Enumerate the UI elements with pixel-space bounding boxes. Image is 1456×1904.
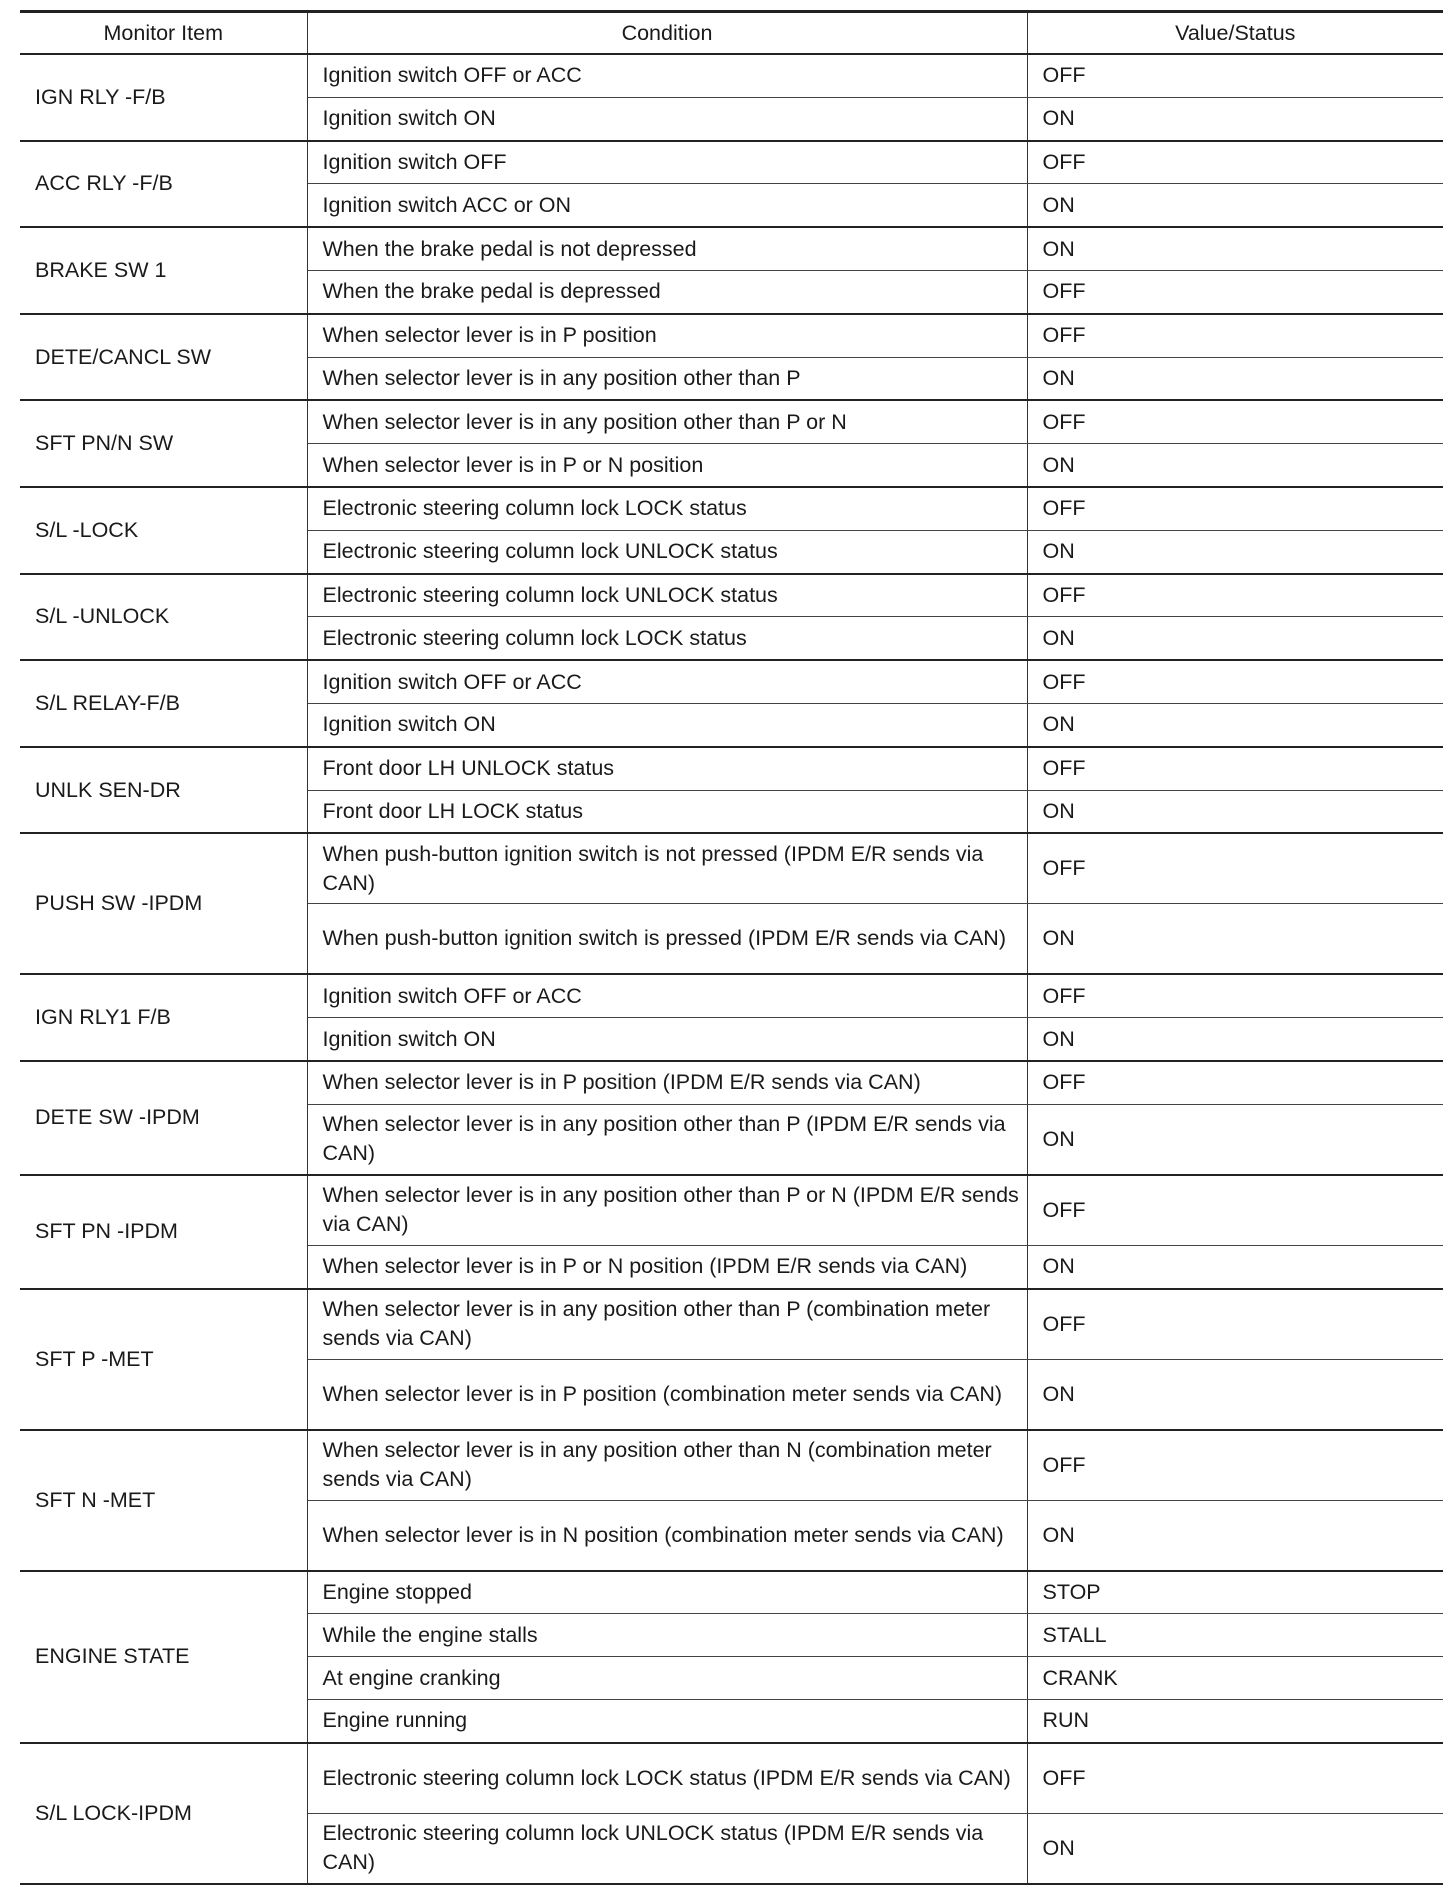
value-status-cell: ON [1027, 357, 1443, 400]
condition-cell: Ignition switch ON [307, 1018, 1027, 1061]
value-status-cell: OFF [1027, 1743, 1443, 1814]
monitor-item-table [20, 10, 1443, 1885]
monitor-item-cell: ACC RLY -F/B [20, 141, 307, 228]
table-row [20, 141, 1443, 184]
condition-cell: When the brake pedal is depressed [307, 270, 1027, 313]
monitor-item-cell: SFT P -MET [20, 1289, 307, 1430]
monitor-item-cell: IGN RLY1 F/B [20, 974, 307, 1061]
table-row [20, 227, 1443, 270]
monitor-item-cell: S/L -LOCK [20, 487, 307, 574]
value-status-cell: ON [1027, 1245, 1443, 1288]
table-body [20, 54, 1443, 1884]
table-row [20, 314, 1443, 357]
value-status-cell: OFF [1027, 1175, 1443, 1246]
header-condition: Condition [307, 12, 1027, 55]
condition-cell: When selector lever is in P or N position [307, 444, 1027, 487]
condition-cell: When the brake pedal is not depressed [307, 227, 1027, 270]
table-row [20, 1289, 1443, 1360]
value-status-cell: ON [1027, 184, 1443, 227]
value-status-cell: ON [1027, 227, 1443, 270]
value-status-cell: OFF [1027, 833, 1443, 904]
value-status-cell: OFF [1027, 574, 1443, 617]
condition-cell: Engine stopped [307, 1571, 1027, 1614]
monitor-item-cell: S/L LOCK-IPDM [20, 1743, 307, 1884]
table-header [20, 12, 1443, 55]
condition-cell: Ignition switch ACC or ON [307, 184, 1027, 227]
value-status-cell: ON [1027, 1813, 1443, 1884]
value-status-cell: ON [1027, 904, 1443, 975]
monitor-item-cell: SFT PN/N SW [20, 400, 307, 487]
value-status-cell: OFF [1027, 141, 1443, 184]
value-status-cell: ON [1027, 1359, 1443, 1430]
value-status-cell: STOP [1027, 1571, 1443, 1614]
condition-cell: Electronic steering column lock LOCK status (IPDM E/R sends via CAN) [307, 1743, 1027, 1814]
monitor-item-cell: PUSH SW -IPDM [20, 833, 307, 974]
condition-cell: When selector lever is in P position [307, 314, 1027, 357]
condition-cell: Ignition switch ON [307, 97, 1027, 140]
value-status-cell: ON [1027, 617, 1443, 660]
value-status-cell: ON [1027, 790, 1443, 833]
value-status-cell: OFF [1027, 1061, 1443, 1104]
table-row [20, 1175, 1443, 1246]
condition-cell: Electronic steering column lock UNLOCK status [307, 530, 1027, 573]
monitor-table-container [20, 10, 1443, 1885]
condition-cell: When push-button ignition switch is pressed (IPDM E/R sends via CAN) [307, 904, 1027, 975]
value-status-cell: OFF [1027, 54, 1443, 97]
value-status-cell: OFF [1027, 1430, 1443, 1501]
value-status-cell: OFF [1027, 270, 1443, 313]
condition-cell: Electronic steering column lock UNLOCK status [307, 574, 1027, 617]
value-status-cell: STALL [1027, 1614, 1443, 1657]
condition-cell: While the engine stalls [307, 1614, 1027, 1657]
value-status-cell: OFF [1027, 974, 1443, 1017]
monitor-item-cell: ENGINE STATE [20, 1571, 307, 1743]
monitor-item-cell: SFT N -MET [20, 1430, 307, 1571]
condition-cell: When selector lever is in any position other than P (combination meter sends via CAN) [307, 1289, 1027, 1360]
table-row [20, 974, 1443, 1017]
condition-cell: Front door LH UNLOCK status [307, 747, 1027, 790]
condition-cell: At engine cranking [307, 1657, 1027, 1700]
value-status-cell: ON [1027, 530, 1443, 573]
condition-cell: When selector lever is in P position (IPDM E/R sends via CAN) [307, 1061, 1027, 1104]
value-status-cell: CRANK [1027, 1657, 1443, 1700]
value-status-cell: RUN [1027, 1699, 1443, 1742]
header-monitor-item: Monitor Item [20, 12, 307, 55]
value-status-cell: ON [1027, 1104, 1443, 1175]
condition-cell: Ignition switch OFF or ACC [307, 660, 1027, 703]
table-row [20, 833, 1443, 904]
value-status-cell: OFF [1027, 1289, 1443, 1360]
value-status-cell: OFF [1027, 747, 1443, 790]
value-status-cell: OFF [1027, 400, 1443, 443]
monitor-item-cell: DETE/CANCL SW [20, 314, 307, 401]
condition-cell: When selector lever is in any position other than P or N [307, 400, 1027, 443]
value-status-cell: OFF [1027, 660, 1443, 703]
value-status-cell: ON [1027, 1500, 1443, 1571]
condition-cell: When selector lever is in P position (combination meter sends via CAN) [307, 1359, 1027, 1430]
table-row [20, 400, 1443, 443]
value-status-cell: OFF [1027, 314, 1443, 357]
monitor-item-cell: SFT PN -IPDM [20, 1175, 307, 1289]
table-row [20, 1061, 1443, 1104]
condition-cell: When selector lever is in any position other than P [307, 357, 1027, 400]
monitor-item-cell: IGN RLY -F/B [20, 54, 307, 141]
value-status-cell: ON [1027, 444, 1443, 487]
header-value-status: Value/Status [1027, 12, 1443, 55]
monitor-item-cell: S/L -UNLOCK [20, 574, 307, 661]
condition-cell: Ignition switch ON [307, 703, 1027, 746]
condition-cell: Engine running [307, 1699, 1027, 1742]
table-row [20, 1571, 1443, 1614]
table-row [20, 660, 1443, 703]
condition-cell: When selector lever is in P or N position (IPDM E/R sends via CAN) [307, 1245, 1027, 1288]
condition-cell: Ignition switch OFF or ACC [307, 54, 1027, 97]
monitor-item-cell: S/L RELAY-F/B [20, 660, 307, 747]
table-row [20, 1743, 1443, 1814]
value-status-cell: ON [1027, 97, 1443, 140]
table-row [20, 747, 1443, 790]
condition-cell: When selector lever is in any position other than P or N (IPDM E/R sends via CAN) [307, 1175, 1027, 1246]
condition-cell: Electronic steering column lock UNLOCK status (IPDM E/R sends via CAN) [307, 1813, 1027, 1884]
condition-cell: Ignition switch OFF [307, 141, 1027, 184]
condition-cell: Electronic steering column lock LOCK status [307, 487, 1027, 530]
condition-cell: When selector lever is in any position other than P (IPDM E/R sends via CAN) [307, 1104, 1027, 1175]
condition-cell: Electronic steering column lock LOCK status [307, 617, 1027, 660]
value-status-cell: OFF [1027, 487, 1443, 530]
monitor-item-cell: DETE SW -IPDM [20, 1061, 307, 1175]
condition-cell: When selector lever is in N position (combination meter sends via CAN) [307, 1500, 1027, 1571]
monitor-item-cell: UNLK SEN-DR [20, 747, 307, 834]
condition-cell: Front door LH LOCK status [307, 790, 1027, 833]
condition-cell: When push-button ignition switch is not pressed (IPDM E/R sends via CAN) [307, 833, 1027, 904]
value-status-cell: ON [1027, 1018, 1443, 1061]
condition-cell: Ignition switch OFF or ACC [307, 974, 1027, 1017]
monitor-item-cell: BRAKE SW 1 [20, 227, 307, 314]
table-row [20, 487, 1443, 530]
table-row [20, 1430, 1443, 1501]
table-row [20, 574, 1443, 617]
table-row [20, 54, 1443, 97]
condition-cell: When selector lever is in any position other than N (combination meter sends via CAN) [307, 1430, 1027, 1501]
value-status-cell: ON [1027, 703, 1443, 746]
